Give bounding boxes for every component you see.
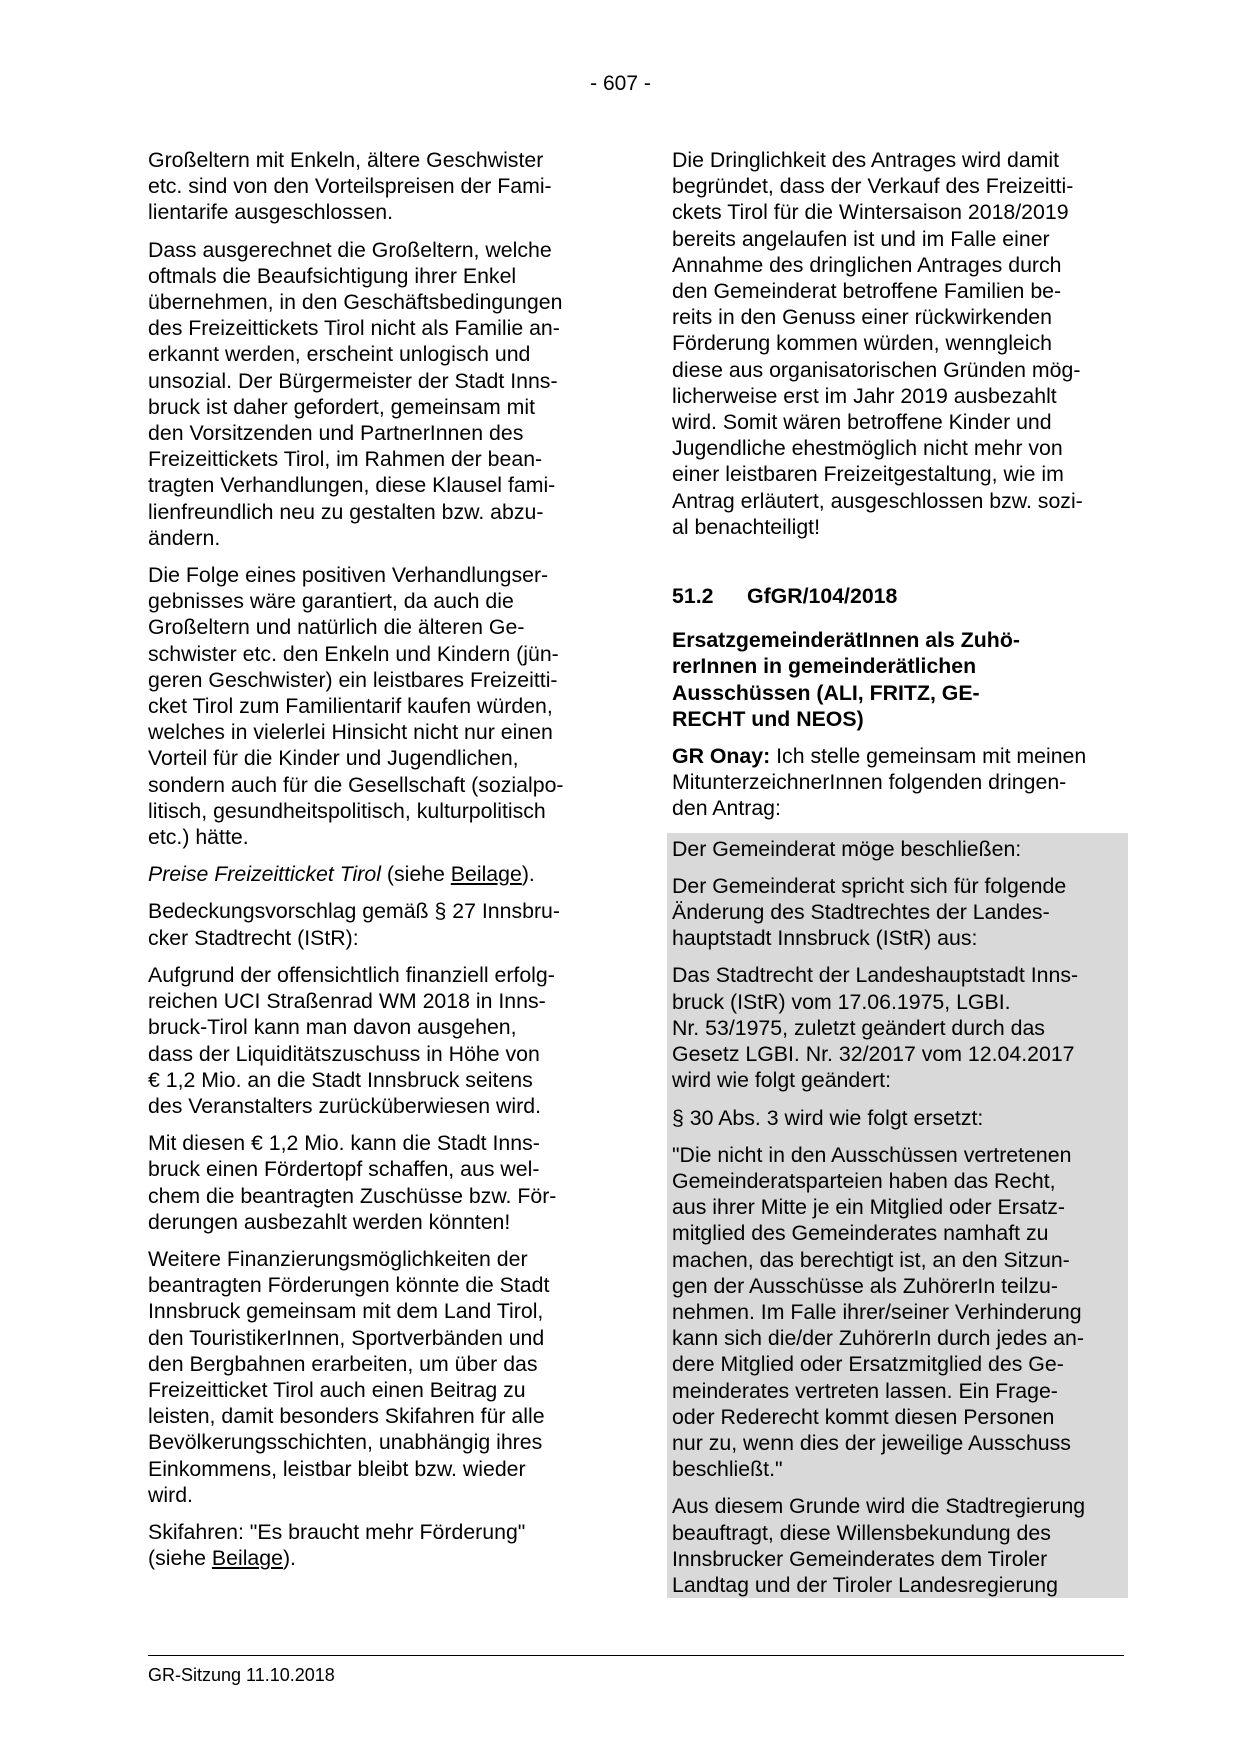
section-code: GfGR/104/2018 [747,584,898,609]
paragraph-skifahren [148,1519,600,1571]
motion-paragraph: "Die nicht in den Ausschüssen vertretenen Gemeinderatsparteien haben das Recht, aus ihrer Mitte je ein Mitglied oder Ersatz- mitglied des Gemeinderates namhaft zu machen, das berechtigt ist, an den Sitzun- gen der Ausschüsse als ZuhörerIn teilzu- nehmen. Im Falle ihrer/seiner Verhinderung kann sich die/der ZuhörerIn durch jedes an- dere Mitglied oder Ersatzmitglied des Ge- meinderates vertreten lassen. Ein Frage- oder Rederecht kommt diesen Personen nur zu, wenn dies der jeweilige Ausschuss beschließt." [672,1142,1084,1482]
footer-text: GR-Sitzung 11.10.2018 [148,1665,335,1685]
prices-title: Preise Freizeitticket Tirol [148,862,381,887]
prices-text-end: ). [521,862,535,887]
prices-text: (siehe [380,862,451,887]
speaker-name: GR Onay: [672,744,771,769]
paragraph: Weitere Finanzierungsmöglichkeiten der beantragten Förderungen könnte die Stadt Innsbruck gemeinsam mit dem Land Tirol, den TouristikerInnen, Sportverbänden und den Bergbahnen erarbeiten, um über das Freizeitticket Tirol auch einen Beitrag zu leisten, damit besonders Skifahren für alle Bevölkerungsschichten, unabhängig ihres Einkommens, leistbar bleibt bzw. wieder wird. [148,1246,550,1507]
left-column [148,147,600,1582]
skifahren-text-end: ). [282,1546,296,1571]
paragraph-prices [148,861,600,887]
beilage-link[interactable]: Beilage [450,862,522,887]
section-heading [672,583,1124,609]
motion-paragraph: Der Gemeinderat spricht sich für folgende Änderung des Stadtrechtes der Landes- hauptstadt Innsbruck (IStR) aus: [672,873,1067,951]
speaker-paragraph [672,743,1124,822]
motion-paragraph: Das Stadtrecht der Landeshauptstadt Inns- bruck (IStR) vom 17.06.1975, LGBI. Nr. 53/1975, zuletzt geändert durch das Gesetz LGBI. Nr. 32/2017 vom 12.04.2017 wird wie folgt geändert: [672,963,1079,1093]
page-number: - 607 - [590,72,651,95]
beilage-link[interactable]: Beilage [211,1546,283,1571]
speaker-text: Ich stelle gemeinsam mit meinen MitunterzeichnerInnen folgenden dringen- den Antrag: [672,744,1087,821]
footer-divider [148,1655,1124,1656]
paragraph: Aufgrund der offensichtlich finanziell erfolg- reichen UCI Straßenrad WM 2018 in Inns- bruck-Tirol kann man davon ausgehen, dass der Liquiditätszuschuss in Höhe von € 1,2 Mio. an die Stadt Innsbruck seitens des Veranstalters zurücküberwiesen wird. [148,962,555,1118]
paragraph: Die Folge eines positiven Verhandlungser- gebnisses wäre garantiert, da auch die Großeltern und natürlich die älteren Ge- schwister etc. den Enkeln und Kindern (jün- geren Geschwister) ein leistbares Freizeitti- cket Tirol zum Familientarif kaufen würden, welches in vielerlei Hinsicht nicht nur einen Vorteil für die Kinder und Jugendlichen, sondern auch für die Gesellschaft (sozialpo- litisch, gesundheitspolitisch, kulturpolitisch etc.) hätte. [148,563,564,850]
motion-paragraph: § 30 Abs. 3 wird wie folgt ersetzt: [672,1105,984,1130]
paragraph: Bedeckungsvorschlag gemäß § 27 Innsbru- cker Stadtrecht (IStR): [148,899,560,950]
motion-box [667,833,1128,1598]
paragraph: Mit diesen € 1,2 Mio. kann die Stadt Inns- bruck einen Fördertopf schaffen, aus wel- chem die beantragten Zuschüsse bzw. För- derungen ausbezahlt werden könnten! [148,1131,557,1234]
motion-paragraph: Aus diesem Grunde wird die Stadtregierung beauftragt, diese Willensbekundung des Innsbrucker Gemeinderates dem Tiroler Landtag und der Tiroler Landesregierung [672,1494,1086,1597]
paragraph: Die Dringlichkeit des Antrages wird damit begründet, dass der Verkauf des Freizeitti- ckets Tirol für die Wintersaison 2018/2019 bereits angelaufen ist und im Falle einer Annahme des dringlichen Antrages durch den Gemeinderat betroffene Familien be- reits in den Genuss einer rückwirkenden Förderung kommen würden, wenngleich diese aus organisatorischen Gründen mög- licherweise erst im Jahr 2019 ausbezahlt wird. Somit wären betroffene Kinder und Jugendliche ehestmöglich nicht mehr von einer leistbaren Freizeitgestaltung, wie im Antrag erläutert, ausgeschlossen bzw. sozi- al benachteiligt! [672,148,1083,539]
section-number: 51.2 [672,584,714,609]
section-title: ErsatzgemeinderätInnen als Zuhö- rerInnen in gemeinderätlichen Ausschüssen (ALI, FRITZ, GE- RECHT und NEOS) [672,628,1020,731]
motion-paragraph: Der Gemeinderat möge beschließen: [672,836,1022,861]
skifahren-text: Skifahren: "Es braucht mehr Förderung" (siehe [148,1519,526,1571]
paragraph: Großeltern mit Enkeln, ältere Geschwister etc. sind von den Vorteilspreisen der Fami- lientarife ausgeschlossen. [148,148,552,225]
paragraph: Dass ausgerechnet die Großeltern, welche oftmals die Beaufsichtigung ihrer Enkel übernehmen, in den Geschäftsbedingungen des Freizeittickets Tirol nicht als Familie an- erkannt werden, erscheint unlogisch und unsozial. Der Bürgermeister der Stadt Inns- bruck ist daher gefordert, gemeinsam mit den Vorsitzenden und PartnerInnen des Freizeittickets Tirol, im Rahmen der bean- tragten Verhandlungen, diese Klausel fami- lienfreundlich neu zu gestalten bzw. abzu- ändern. [148,237,563,550]
right-column [672,147,1124,1598]
